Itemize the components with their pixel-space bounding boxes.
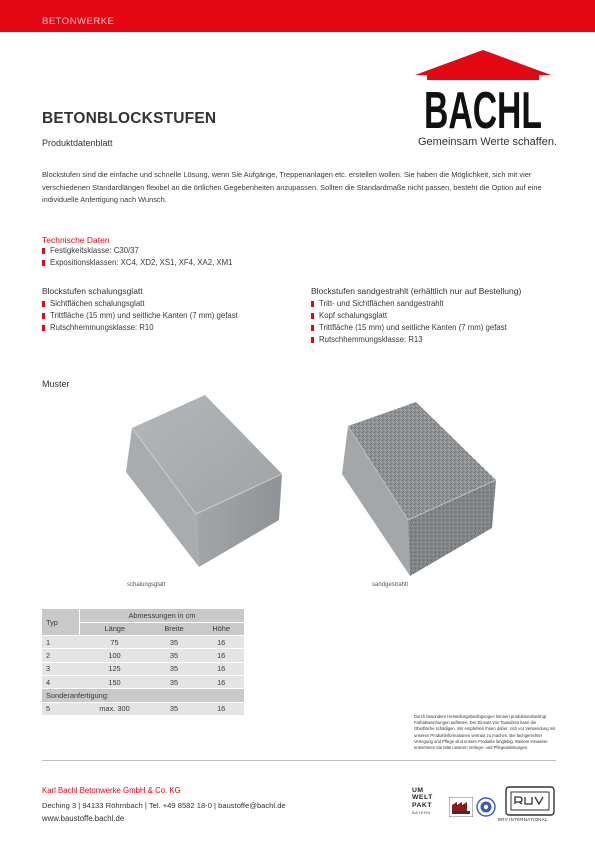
cell: 16 [198,649,244,662]
cell: 125 [79,662,149,675]
slogan: Gemeinsam Werte schaffen. [418,136,557,148]
brv-logo [505,786,555,816]
schalungsglatt-list [42,298,238,334]
cell: 150 [79,675,149,688]
table-header-row [42,609,244,622]
list-item: Rutschhemmungsklasse: R10 [42,322,238,334]
umweltpakt-bayern-badge [412,787,444,817]
sandgestrahlt-list [311,298,507,346]
header-category: BETONWERKE [42,16,115,27]
header-bar [0,0,595,32]
fineprint-note: Durch besondere Herstellungsbedingungen können produktionsbedingt Farbabweichungen auftreten. Der Einsatz von Tausalzen kann die Oberfläche schädigen. Wir empfehlen Ihnen daher, sich vor Verwendung mit unseren Produktinformationen vertraut zu machen. Bei fachgerechter Verlegung und Pflege sind unsere Produkte langlebig. Weitere Hinweise entnehmen Sie bitte unseren Verlege- und Pflegeanleitungen. [414,714,556,751]
cell: 16 [198,636,244,649]
technical-list [42,245,232,269]
page-title: BETONBLOCKSTUFEN [42,110,217,127]
col-laenge-header: Länge [79,622,149,635]
cell: max. 300 [79,702,149,715]
list-item: Expositionsklassen: XC4, XD2, XS1, XF4, XA2, XM1 [42,257,232,269]
col-breite-header: Breite [150,622,199,635]
intro-paragraph: Blockstufen sind die einfache und schnelle Lösung, wenn Sie Aufgänge, Treppenanlagen etc. erstellen wollen. Sie haben die Möglichkeit, sich mit vier verschiedenen Standardlängen flexibel an die örtlichen Gegebenheiten anzupassen. Sollten die Standardmaße nicht passen, besteht die Option auf eine individuelle Anfertigung nach Wunsch. [42,170,542,205]
footer-company: Karl Bachl Betonwerke GmbH & Co. KG [42,786,181,795]
col-typ-header: Typ [42,609,79,636]
special-label-row [42,689,244,702]
special-label: Sonderanfertigung: [42,689,244,702]
schalungsglatt-sample-photo [112,392,288,582]
list-item: Tritt- und Sichtflächen sandgestrahlt [311,298,507,310]
sandgestrahlt-heading-note: (erhältlich nur auf Bestellung) [410,286,522,296]
cell: 35 [150,702,199,715]
umwelt-line: UM [412,787,424,794]
table-row [42,649,244,662]
table-row [42,675,244,688]
muster-heading: Muster [42,379,70,389]
dimensions-table [42,609,244,716]
umwelt-region: BAYERN [412,809,431,815]
cell: 16 [198,675,244,688]
sandgestrahlt-heading [311,286,521,296]
cell: 35 [150,662,199,675]
factory-certification-icon [449,797,473,817]
col-hoehe-header: Höhe [198,622,244,635]
sandgestrahlt-caption: sandgestrahlt [372,582,409,588]
list-item: Sichtflächen schalungsglatt [42,298,238,310]
footer-address: Deching 3 | 94133 Röhrnbach | Tel. +49 8582 18-0 | baustoffe@bachl.de [42,801,286,810]
cell: 100 [79,649,149,662]
page-subtitle: Produktdatenblatt [42,138,113,148]
table-row [42,662,244,675]
cell: 35 [150,675,199,688]
umwelt-line: PAKT [412,801,432,809]
table-row [42,636,244,649]
cell: 3 [42,662,79,675]
schalungsglatt-caption: schalungsglatt [127,582,166,588]
list-item: Trittfläche (15 mm) und seitliche Kanten (7 mm) gefast [311,322,507,334]
umwelt-line: WELT [412,794,433,802]
sandgestrahlt-heading-title: Blockstufen sandgestrahlt [311,286,409,296]
cell: 4 [42,675,79,688]
bachl-logo [413,48,553,132]
sandgestrahlt-sample-photo [330,396,506,586]
footer-divider [42,760,556,761]
brv-caption: BRV INTERNATIONAL [498,817,548,822]
cell: 75 [79,636,149,649]
footer-website[interactable]: www.baustoffe.bachl.de [42,814,125,823]
cell: 16 [198,662,244,675]
list-item: Kopf schalungsglatt [311,310,507,322]
cell: 5 [42,702,79,715]
cell: 1 [42,636,79,649]
cell: 35 [150,636,199,649]
list-item: Festigkeitsklasse: C30/37 [42,245,232,257]
cell: 2 [42,649,79,662]
dimensions-group-header: Abmessungen in cm [79,609,244,622]
svg-text:BACHL: BACHL [424,82,542,132]
quality-seal-icon [476,797,496,817]
cell: 35 [150,649,199,662]
schalungsglatt-heading: Blockstufen schalungsglatt [42,286,143,296]
list-item: Trittfläche (15 mm) und seitliche Kanten (7 mm) gefast [42,310,238,322]
table-row [42,702,244,715]
cell: 16 [198,702,244,715]
technical-heading: Technische Daten [42,235,110,245]
list-item: Rutschhemmungsklasse: R13 [311,334,507,346]
